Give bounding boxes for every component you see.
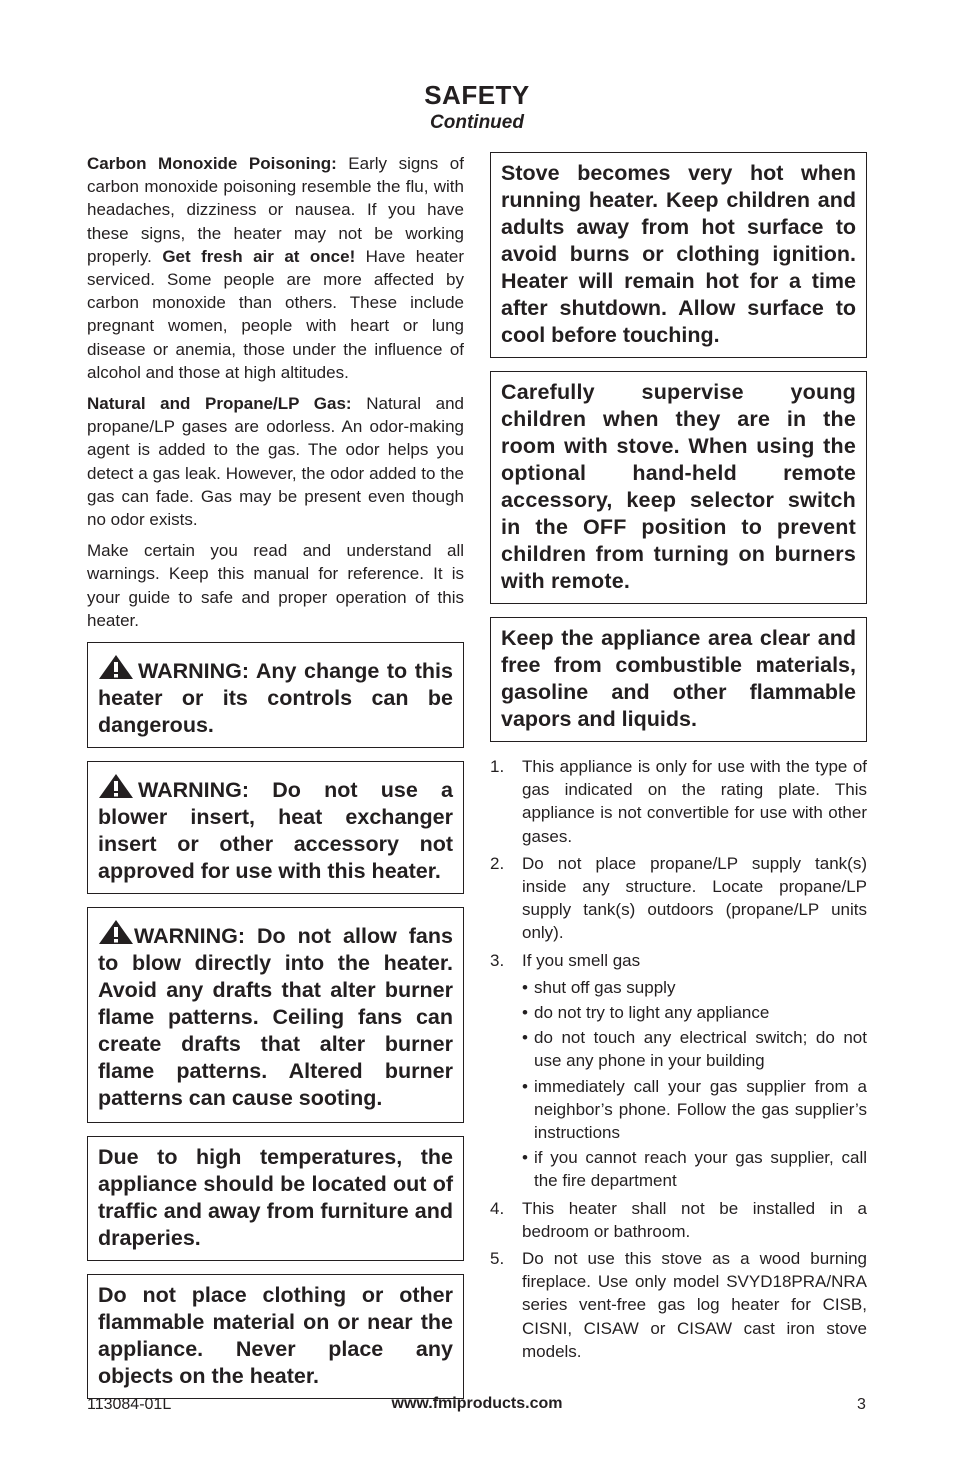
list-number: 3. bbox=[490, 950, 505, 970]
warning-box-blower bbox=[87, 761, 464, 894]
list-item bbox=[490, 949, 867, 1193]
list-text: Do not use this stove as a wood burning fireplace. Use only model SVYD18PRA/NRA series vent-free gas log heater for CISB, CISNI, CISAW or CISAW cast iron stove models. bbox=[522, 1249, 867, 1361]
list-item bbox=[490, 852, 867, 945]
gas-paragraph bbox=[87, 392, 464, 531]
sub-list-item bbox=[522, 1146, 867, 1192]
bullet: • bbox=[522, 1148, 528, 1168]
co-lead: Carbon Monoxide Poisoning: bbox=[87, 154, 337, 173]
list-number: 4. bbox=[490, 1198, 505, 1218]
manual-paragraph: Make certain you read and understand all warnings. Keep this manual for reference. It is your guide to safe and proper operation of this heater. bbox=[87, 541, 464, 630]
sub-list-text: immediately call your gas supplier from a neighbor’s phone. Follow the gas supplier’s instructions bbox=[534, 1076, 867, 1143]
carbon-monoxide-paragraph bbox=[87, 152, 464, 384]
page-number: 3 bbox=[857, 1396, 866, 1413]
list-item bbox=[490, 1247, 867, 1363]
bullet: • bbox=[522, 1028, 528, 1048]
warning-box-change bbox=[87, 642, 464, 748]
list-text: If you smell gas bbox=[522, 950, 641, 970]
caution-box-hot-stove: Stove becomes very hot when running heater. Keep children and adults away from hot surface to avoid burns or clothing ignition. Heater will remain hot for a time after shutdown. Allow surface to cool before touching. bbox=[490, 152, 867, 358]
list-number: 2. bbox=[490, 853, 505, 873]
gas-text: Natural and propane/LP gases are odorless. An odor-making agent is added to the gas. The odor helps you detect a gas leak. However, the odor added to the gas can fade. Gas may be present even though no odor exists. bbox=[87, 394, 464, 530]
safety-list bbox=[490, 755, 867, 1363]
sub-list-text: do not touch any electrical switch; do not use any phone in your building bbox=[534, 1028, 867, 1071]
gas-lead: Natural and Propane/LP Gas: bbox=[87, 394, 352, 414]
list-item bbox=[490, 755, 867, 848]
warning-triangle-icon bbox=[98, 654, 134, 680]
warning-text-blower: WARNING: Do not use a blower insert, heat exchanger insert or other accessory not approved for use with this heater. bbox=[98, 778, 453, 884]
right-column bbox=[490, 152, 867, 1367]
page-title: SAFETY bbox=[424, 80, 530, 110]
sub-list-text: do not try to light any appliance bbox=[534, 1003, 770, 1023]
caution-box-temperatures: Due to high temperatures, the appliance should be located out of traffic and away from furniture and draperies. bbox=[87, 1136, 464, 1261]
co-text-2: Have heater serviced. Some people are more affected by carbon monoxide than others. These include pregnant women, people with heart or lung disease or anemia, those under the influence of alcohol and those at high altitudes. bbox=[87, 246, 464, 382]
co-text-1: Early signs of carbon monoxide poisoning resemble the flu, with headaches, dizziness or nausea. If you have these signs, the heater may not be working properly. bbox=[87, 154, 464, 266]
warning-box-fans bbox=[87, 907, 464, 1123]
caution-box-supervise: Carefully supervise young children when they are in the room with stove. When using the optional hand-held remote accessory, keep selector switch in the OFF position to prevent children from turning on burners with remote. bbox=[490, 371, 867, 604]
list-number: 1. bbox=[490, 757, 505, 776]
sub-list-item bbox=[522, 1001, 867, 1024]
website-link[interactable]: www.fmiproducts.com bbox=[391, 1395, 563, 1412]
document-number: 113084-01L bbox=[87, 1396, 172, 1413]
warning-text-fans: WARNING: Do not allow fans to blow directly into the heater. Avoid any drafts that alter burner flame patterns. Ceiling fans can create drafts that alter burner flame patterns. Altered burner patterns can cause sooting. bbox=[98, 924, 453, 1111]
list-item bbox=[490, 1197, 867, 1243]
warning-triangle-icon bbox=[98, 919, 134, 945]
bullet: • bbox=[522, 1003, 528, 1023]
sub-list-text: shut off gas supply bbox=[534, 977, 676, 997]
gas-smell-sub-list bbox=[522, 976, 867, 1193]
left-column bbox=[87, 152, 464, 1412]
warning-text-change: WARNING: Any change to this heater or its controls can be dangerous. bbox=[98, 659, 453, 738]
warning-triangle-icon bbox=[98, 773, 134, 799]
bullet: • bbox=[522, 1076, 528, 1096]
list-text: This appliance is only for use with the type of gas indicated on the rating plate. This appliance is not convertible for use with other gases. bbox=[522, 757, 867, 846]
sub-list-item bbox=[522, 976, 867, 999]
sub-list-text: if you cannot reach your gas supplier, call the fire department bbox=[534, 1148, 867, 1191]
bullet: • bbox=[522, 977, 528, 997]
list-number: 5. bbox=[490, 1249, 505, 1269]
sub-list-item bbox=[522, 1075, 867, 1145]
list-text: Do not place propane/LP supply tank(s) inside any structure. Locate propane/LP supply tank(s) outdoors (propane/LP units only). bbox=[522, 853, 867, 943]
page-subtitle: Continued bbox=[430, 112, 524, 133]
caution-box-clothing: Do not place clothing or other flammable material on or near the appliance. Never place any objects on the heater. bbox=[87, 1274, 464, 1399]
co-bold-text: Get fresh air at once! bbox=[162, 246, 356, 266]
list-text: This heater shall not be installed in a bedroom or bathroom. bbox=[522, 1198, 867, 1241]
sub-list-item bbox=[522, 1026, 867, 1072]
caution-box-clear-area: Keep the appliance area clear and free from combustible materials, gasoline and other flammable vapors and liquids. bbox=[490, 617, 867, 742]
